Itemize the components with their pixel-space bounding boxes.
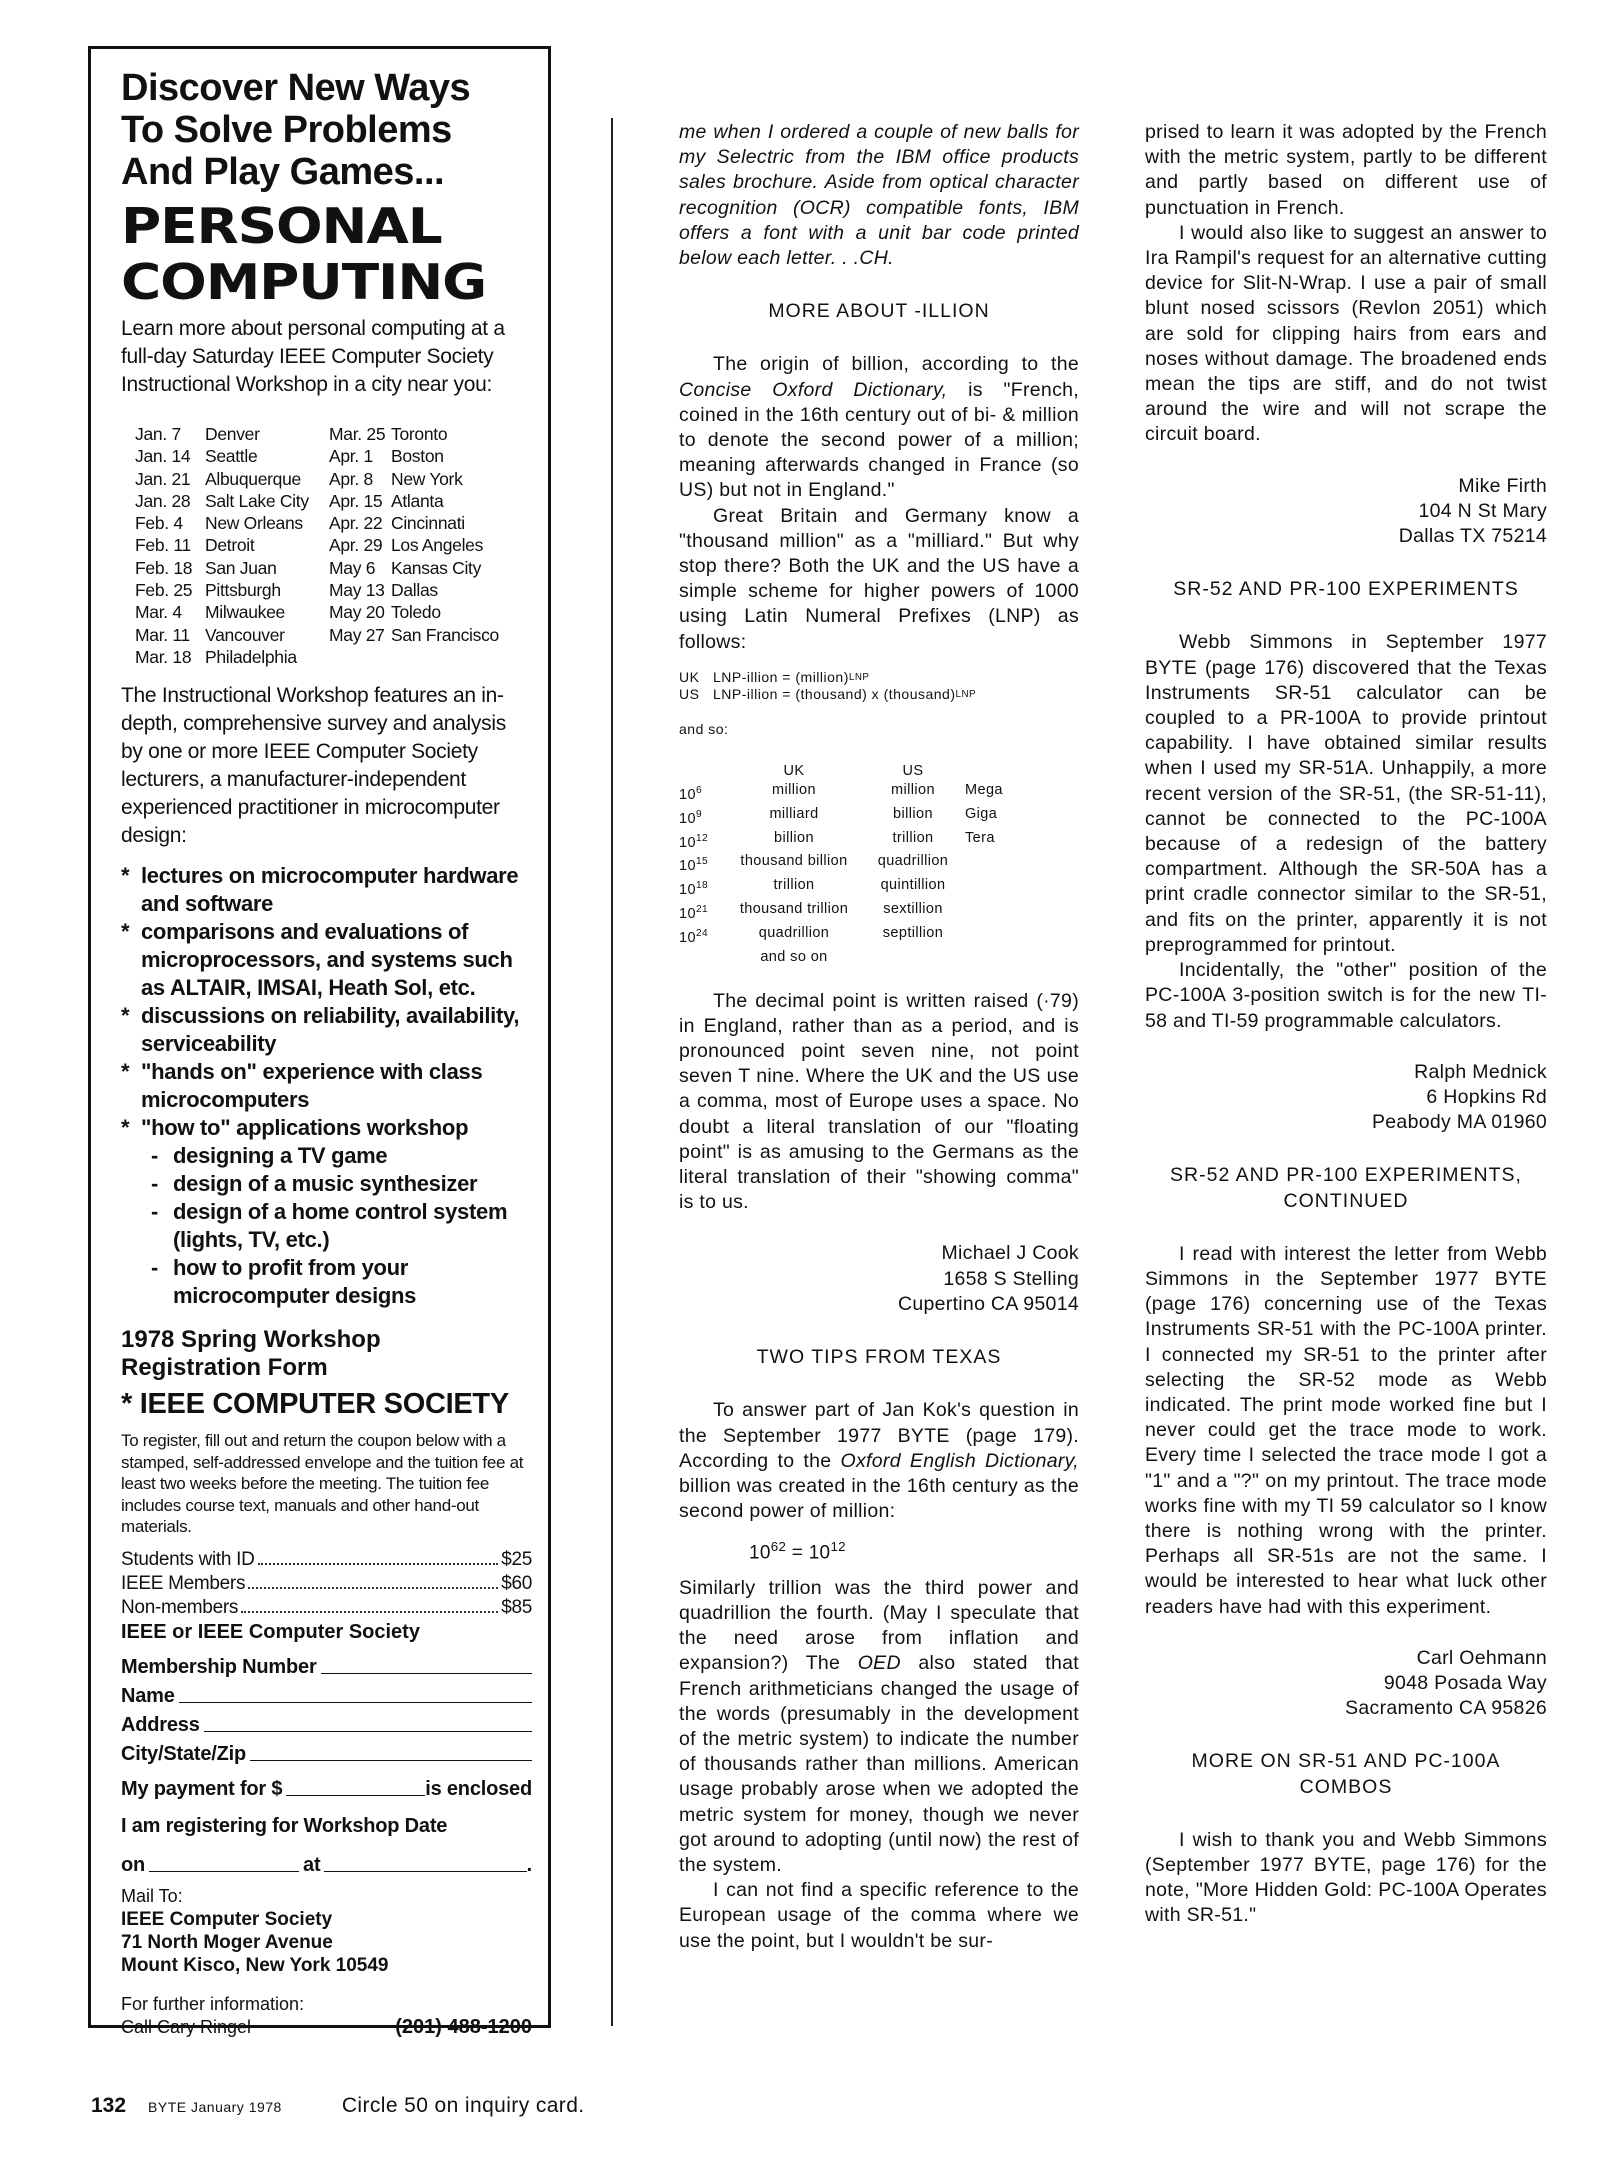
list-item [121,1142,532,1170]
address-blank[interactable] [204,1731,532,1732]
table-cell-power [679,805,727,829]
schedule-city: San Juan [205,557,277,578]
signature-line: 9048 Posada Way [1383,1671,1547,1694]
page-footer [91,2094,585,2118]
sub-bullet-text: design of a home control system (lights, TV, etc.) [173,1199,508,1253]
address-label: Address [121,1713,200,1736]
ieee-workshop-ad [88,46,551,2038]
and-so-label: and so: [679,720,729,737]
text-run: is "French, coined in the 16th century out of bi- & million to denote the second power of a million; meaning afterwards changed in France (so US) but not in England." [679,378,1079,502]
table-cell: billion [774,829,814,846]
name-blank[interactable] [179,1702,532,1703]
mail-address-line: 71 North Moger Avenue [121,1931,333,1953]
section-heading-line: CONTINUED [1283,1189,1409,1212]
fee-row [121,1572,532,1596]
signature-block [1145,474,1547,550]
signature-line: Peabody MA 01960 [1371,1111,1547,1134]
page-number: 132 [91,2094,127,2117]
mail-address-line: IEEE Computer Society [121,1908,333,1930]
schedule-date: Mar. 4 [135,602,182,623]
schedule-date: Apr. 22 [329,513,383,534]
signature-line: Michael J Cook [941,1242,1079,1265]
schedule-date [329,646,391,668]
schedule-date: Apr. 1 [329,446,373,467]
ieee-society-logo-text: * IEEE COMPUTER SOCIETY [121,1388,509,1421]
on-blank[interactable] [149,1871,299,1872]
table-cell: thousand trillion [739,901,849,917]
table-cell: trillion [892,829,934,846]
table-cell: trillion [773,877,815,894]
sub-bullet-text: designing a TV game [173,1143,388,1169]
schedule-city: Kansas City [391,557,482,578]
schedule-city: Albuquerque [205,468,301,489]
paragraph [679,352,1079,503]
section-heading [1145,1749,1547,1799]
dot-leader [258,1548,499,1565]
registering-label: I am registering for Workshop Date [121,1814,448,1837]
payment-label: My payment for $ [121,1777,283,1800]
list-item [121,1002,532,1058]
signature-line: Cupertino CA 95014 [897,1292,1079,1315]
formula [749,1534,1079,1566]
schedule-date: May 20 [329,602,385,623]
signature-line: 104 N St Mary [1418,499,1547,522]
registration-heading-line: 1978 Spring Workshop [121,1326,381,1354]
formula-sup: 2 [778,1539,787,1555]
fee-row [121,1596,532,1620]
signature-block [1145,1646,1547,1722]
ieee-or-society: IEEE or IEEE Computer Society [121,1620,420,1643]
table-cell: Mega [965,781,1003,798]
paragraph [679,1398,1079,1524]
at-blank[interactable] [324,1871,526,1872]
register-instructions: To register, fill out and return the coupon below with a stamped, self-addressed envelope and the tuition fee at least two weeks before the meeting. The tuition fee includes course text, manuals and other hand-out materials. [121,1431,524,1537]
paragraph: I read with interest the letter from Webb Simmons in the September 1977 BYTE (page 176) concerning use of the Texas Instruments SR-51 with the PC-100A printer. I connected my SR-51 to the printer after selecting the SR-52 mode as Webb indicated. The print mode worked fine but I never could get the trace mode to work. Every time I selected the trace mode I got a "1" and a "?" on my printout. The trace mode works fine with my TI 59 calculator so I know there is nothing wrong with the printer. Perhaps all SR-51s are not the same. I would be interested to hear what luck other readers have had with this experiment. [1145,1242,1547,1618]
table-cell [965,900,1015,924]
signature-block [1145,1060,1547,1136]
power-base: 10 [679,834,696,851]
signature-line: Sacramento CA 95826 [1345,1697,1547,1720]
list-item [121,918,532,1002]
schedule-city: Toledo [391,602,441,623]
ad-bullet-list [121,862,532,1310]
schedule-city: Vancouver [205,624,285,645]
table-header: UK [783,762,805,779]
table-cell: quadrillion [758,924,830,941]
bullet-text: "hands on" experience with class microcomputers [141,1059,483,1113]
equation-label: UK [679,668,700,685]
formula-result: 12 [830,1539,846,1555]
power-base: 10 [679,786,696,803]
fee-price: $25 [501,1548,532,1570]
schedule-date: Feb. 18 [135,557,193,578]
formula-base: 10 [749,1542,771,1564]
text-run-italic: Oxford English Dictionary, [840,1449,1080,1472]
section-heading-line: MORE ON SR-51 AND PC-100A [1191,1750,1501,1773]
ad-headline-line: To Solve Problems [121,109,452,151]
schedule-date: Apr. 29 [329,535,383,556]
schedule-city: Milwaukee [205,602,285,623]
schedule-date: Feb. 4 [135,513,183,534]
paragraph: I can not find a specific reference to the European usage of the comma where we use the point, but I wouldn't be sur- [679,1879,1079,1952]
signature-line: 1658 S Stelling [943,1267,1079,1290]
asterisk-icon: * [121,1059,130,1085]
bullet-text: discussions on reliability, availability, serviceability [141,1003,520,1057]
equation-sup: LNP [848,671,870,683]
city-blank[interactable] [250,1760,532,1761]
ad-big-title-line: PERSONAL [121,198,442,255]
table-cell [965,876,1015,900]
table-header [965,762,1015,781]
signature-line: Carl Oehmann [1416,1646,1547,1669]
dash-icon: - [151,1255,159,1281]
schedule-date: Feb. 11 [135,535,191,556]
power-exp: 21 [695,904,708,915]
equation-text: LNP-illion = (thousand) x (thousand) [713,685,956,702]
fee-label: Students with ID [121,1548,255,1570]
schedule-city: Detroit [205,535,255,556]
schedule-city: Toronto [391,424,448,444]
mail-address-line: Mount Kisco, New York 10549 [121,1954,389,1976]
power-base: 10 [679,929,696,946]
equation-row [679,669,1079,686]
schedule-city: New Orleans [205,513,303,534]
table-cell-power [679,924,727,948]
equation-label: US [679,685,700,702]
table-cell: quintillion [880,877,946,894]
schedule-date: Mar. 18 [135,646,192,667]
table-cell-power [679,781,727,805]
schedule-city: Atlanta [391,490,444,511]
contact-name: Call Cary Ringel [121,2016,252,2037]
text-run: Similarly trillion was the third power and quadrillion the fourth. (May I speculate that the need arose from inflation and expansion?) The [679,1576,1079,1675]
paragraph: Incidentally, the "other" position of the PC-100A 3-position switch is for the new TI-58 and TI-59 programmable calculators. [1145,959,1547,1032]
table-cell [965,948,1015,967]
text-run: also stated that French arithmeticians changed the usage of the words (presumably in the development of the metric system) to indicate the number of thousands rather than millions. American usage probably arose when we adopted the metric system for money, though we never got around to adopting (until now) the rest of the system. [679,1652,1079,1877]
text-run: To answer part of Jan Kok's question in the September 1977 BYTE (page 179). According to the [679,1399,1079,1472]
city-label: City/State/Zip [121,1742,246,1765]
text-run-italic: Concise Oxford Dictionary, [679,378,948,401]
section-heading-line: SR-52 AND PR-100 EXPERIMENTS, [1170,1164,1522,1187]
city-field[interactable] [121,1737,532,1766]
membership-field[interactable] [121,1650,532,1679]
fee-list [121,1548,532,1620]
table-cell: and so on [760,948,828,965]
ad-intro: Learn more about personal computing at a full-day Saturday IEEE Computer Society Instructional Workshop in a city near you: [121,317,505,396]
ad-headline-line: And Play Games... [121,151,445,193]
schedule-city: San Francisco [391,624,499,645]
membership-blank[interactable] [321,1673,532,1674]
table-cell [965,852,1015,876]
bullet-text: "how to" applications workshop [141,1115,469,1141]
bullet-text: lectures on microcomputer hardware and software [141,863,519,917]
schedule-date: May 6 [329,557,376,578]
letters-column-1 [679,120,1079,1954]
fee-label: Non-members [121,1596,239,1618]
text-run-italic: OED [857,1652,901,1675]
name-label: Name [121,1684,175,1707]
date-field[interactable] [121,1848,532,1877]
membership-label: Membership Number [121,1655,317,1678]
formula-eq: = 10 [786,1542,831,1564]
dash-icon: - [151,1143,159,1169]
mail-to-label: Mail To: [121,1885,183,1906]
table-cell [965,924,1015,948]
text-run: The origin of billion, according to the [713,353,1079,376]
formula-exp: 6 [770,1539,779,1555]
paragraph: Webb Simmons in September 1977 BYTE (page 176) discovered that the Texas Instruments SR-51 calculator can be coupled to a PR-100A to provide printout capability. I have obtained similar results when I used my SR-51A. Unhappily, a more recent version of the SR-51, (the SR-51-11), cannot be connected to the PC-100A because of a redesign of the battery compartment. Although the SR-50A has a print cradle connector similar to the SR-51, and fits on the printer, apparently it is not preprogrammed for printout. [1145,631,1547,956]
schedule-city: Pittsburgh [205,580,281,601]
further-info: For further information: [121,1993,305,2014]
fee-row [121,1548,532,1572]
equation-text: LNP-illion = (million) [713,668,849,685]
dash-icon: - [151,1171,159,1197]
schedule-date: May 13 [329,580,385,601]
section-heading [1145,1163,1547,1213]
bullet-text: comparisons and evaluations of microprocessors, and systems such as ALTAIR, IMSAI, Heath Sol, etc. [141,919,513,1001]
schedule-city: Denver [205,424,260,444]
table-cell: Giga [965,805,998,822]
ad-big-title-line: COMPUTING [121,254,487,311]
contact-row [121,2016,532,2039]
period-mark: . [526,1853,532,1876]
schedule-date: Apr. 15 [329,490,383,511]
power-exp: 12 [695,832,708,844]
schedule-city: Cincinnati [391,513,465,534]
power-exp: 9 [695,808,702,820]
asterisk-icon: * [121,919,130,945]
schedule-city: New York [391,468,463,489]
power-base: 10 [679,810,696,827]
signature-line: Ralph Mednick [1414,1060,1547,1083]
schedule-city: Boston [391,446,444,467]
section-heading: SR-52 AND PR-100 EXPERIMENTS [1173,578,1519,601]
table-cell: million [891,781,935,798]
section-heading-line: COMBOS [1299,1775,1393,1798]
schedule-city: Philadelphia [205,646,297,667]
table-cell: Tera [965,829,995,846]
registration-heading-line: Registration Form [121,1354,328,1382]
signature-block [679,1241,1079,1317]
ad-headline [121,67,532,193]
table-cell [861,948,965,967]
paragraph: The decimal point is written raised (·79) in England, rather than as a period, and is pronounced point seven nine, not point seven T nine. Where the UK and the US use a comma, most of Europe uses a space. No doubt a literal translation of our "floating point" is as amusing to the Germans as the literal translation of their "showing comma" is to us. [679,989,1079,1214]
power-exp: 24 [695,927,708,939]
sub-bullet-text: design of a music synthesizer [173,1171,478,1197]
schedule-date: Jan. 28 [135,490,191,511]
on-label: on [121,1853,146,1876]
section-heading: TWO TIPS FROM TEXAS [756,1346,1002,1369]
table-cell: septillion [882,924,944,941]
text-run: billion was created in the 16th century as the second power of million: [679,1474,1079,1523]
power-exp: 6 [695,784,702,796]
table-cell-power [679,876,727,900]
schedule-city [391,646,521,668]
schedule-city: Seattle [205,446,258,467]
column-divider [611,118,613,2026]
dash-icon: - [151,1199,159,1225]
sub-bullet-text: how to profit from your microcomputer designs [173,1255,417,1309]
section-heading: MORE ABOUT -ILLION [768,300,990,323]
paragraph: I would also like to suggest an answer to Ira Rampil's request for an alternative cutting device for Slit-N-Wrap. I use a pair of small blunt nosed scissors (Revlon 2051) which are sold for clipping hairs from ears and noses without damage. The broadened ends mean the tips are stiff, and do not twist around the wire and will not scrape the circuit board. [1145,221,1547,446]
signature-line: 6 Hopkins Rd [1426,1085,1547,1108]
signature-line: Dallas TX 75214 [1398,525,1547,548]
power-base: 10 [679,882,696,898]
schedule-date: May 27 [329,624,385,645]
asterisk-icon: * [121,1003,130,1029]
schedule-date: Mar. 25 [329,424,386,444]
dot-leader [248,1572,498,1589]
asterisk-icon: * [121,1115,130,1141]
table-cell-power [679,829,727,853]
table-cell: billion [893,805,933,822]
list-item [121,1170,532,1198]
registration-form [121,1650,532,1877]
equation-sup: LNP [955,688,977,700]
list-item [121,1058,532,1114]
table-cell [679,948,727,967]
fee-label: IEEE Members [121,1572,246,1594]
paragraph: Great Britain and Germany know a "thousand million" as a "milliard." But why stop there? Both the UK and the US have a simple scheme for higher powers of 1000 using Latin Numeral Prefixes (LNP) as follows: [679,504,1079,653]
magazine-issue: BYTE January 1978 [148,2099,282,2115]
at-label: at [303,1853,321,1876]
registration-heading [121,1326,532,1382]
dot-leader [241,1596,498,1613]
schedule-date: Jan. 14 [135,446,191,467]
paragraph [679,1576,1079,1878]
contact-phone: (201) 488-1200 [395,2015,532,2038]
schedule-date: Jan. 7 [135,424,181,444]
paragraph: me when I ordered a couple of new balls for my Selectric from the IBM office products sales brochure. Aside from optical character recognition (OCR) compatible fonts, IBM offers a font with a unit bar code printed below each letter. . .CH. [679,121,1079,270]
name-field[interactable] [121,1679,532,1708]
letters-column-2 [1145,120,1547,1929]
fee-price: $60 [501,1572,532,1594]
table-cell: sextillion [883,901,943,917]
signature-line: Mike Firth [1458,474,1547,497]
power-base: 10 [679,858,696,875]
schedule-date: Apr. 8 [329,468,373,489]
list-item [121,1254,532,1310]
payment-enclosed: is enclosed [425,1777,532,1800]
ad-body: The Instructional Workshop features an in-depth, comprehensive survey and analysis by one or more IEEE Computer Society lecturers, a manufacturer-independent experienced practitioner in microcomputer design: [121,684,506,848]
table-header: US [902,762,924,779]
table-cell: milliard [769,805,819,822]
table-cell: million [772,781,816,798]
table-header [679,762,727,781]
lnp-equations [679,669,1079,738]
workshop-date-label-row [121,1809,532,1838]
mail-address [121,1908,532,1977]
inquiry-card-note: Circle 50 on inquiry card. [341,2094,585,2117]
ad-headline-line: Discover New Ways [121,67,471,109]
paragraph: prised to learn it was adopted by the French with the metric system, partly to be different and partly based on different use of punctuation in French. [1145,121,1547,219]
power-base: 10 [679,905,696,922]
schedule-city: Los Angeles [391,535,484,556]
power-exp: 15 [695,856,708,868]
payment-field[interactable] [121,1772,532,1801]
schedule-date: Jan. 21 [135,468,191,489]
payment-blank[interactable] [286,1795,425,1796]
schedule-city: Salt Lake City [205,490,309,511]
address-field[interactable] [121,1708,532,1737]
table-cell: quadrillion [877,853,949,870]
power-exp: 18 [695,880,708,892]
table-cell: thousand billion [740,853,848,870]
list-item [121,862,532,918]
table-cell-power [679,900,727,924]
list-item [121,1114,532,1142]
schedule-date: Feb. 25 [135,580,193,601]
table-cell-power [679,852,727,876]
paragraph: I wish to thank you and Webb Simmons (September 1977 BYTE, page 176) for the note, "More Hidden Gold: PC-100A Operates with SR-51." [1145,1828,1547,1927]
illion-table [679,762,1079,967]
schedule-date: Mar. 11 [135,624,190,645]
list-item [121,1198,532,1254]
fee-price: $85 [501,1596,532,1618]
equation-row [679,686,1079,703]
workshop-schedule [135,423,532,668]
schedule-city: Dallas [391,580,438,601]
asterisk-icon: * [121,863,130,889]
